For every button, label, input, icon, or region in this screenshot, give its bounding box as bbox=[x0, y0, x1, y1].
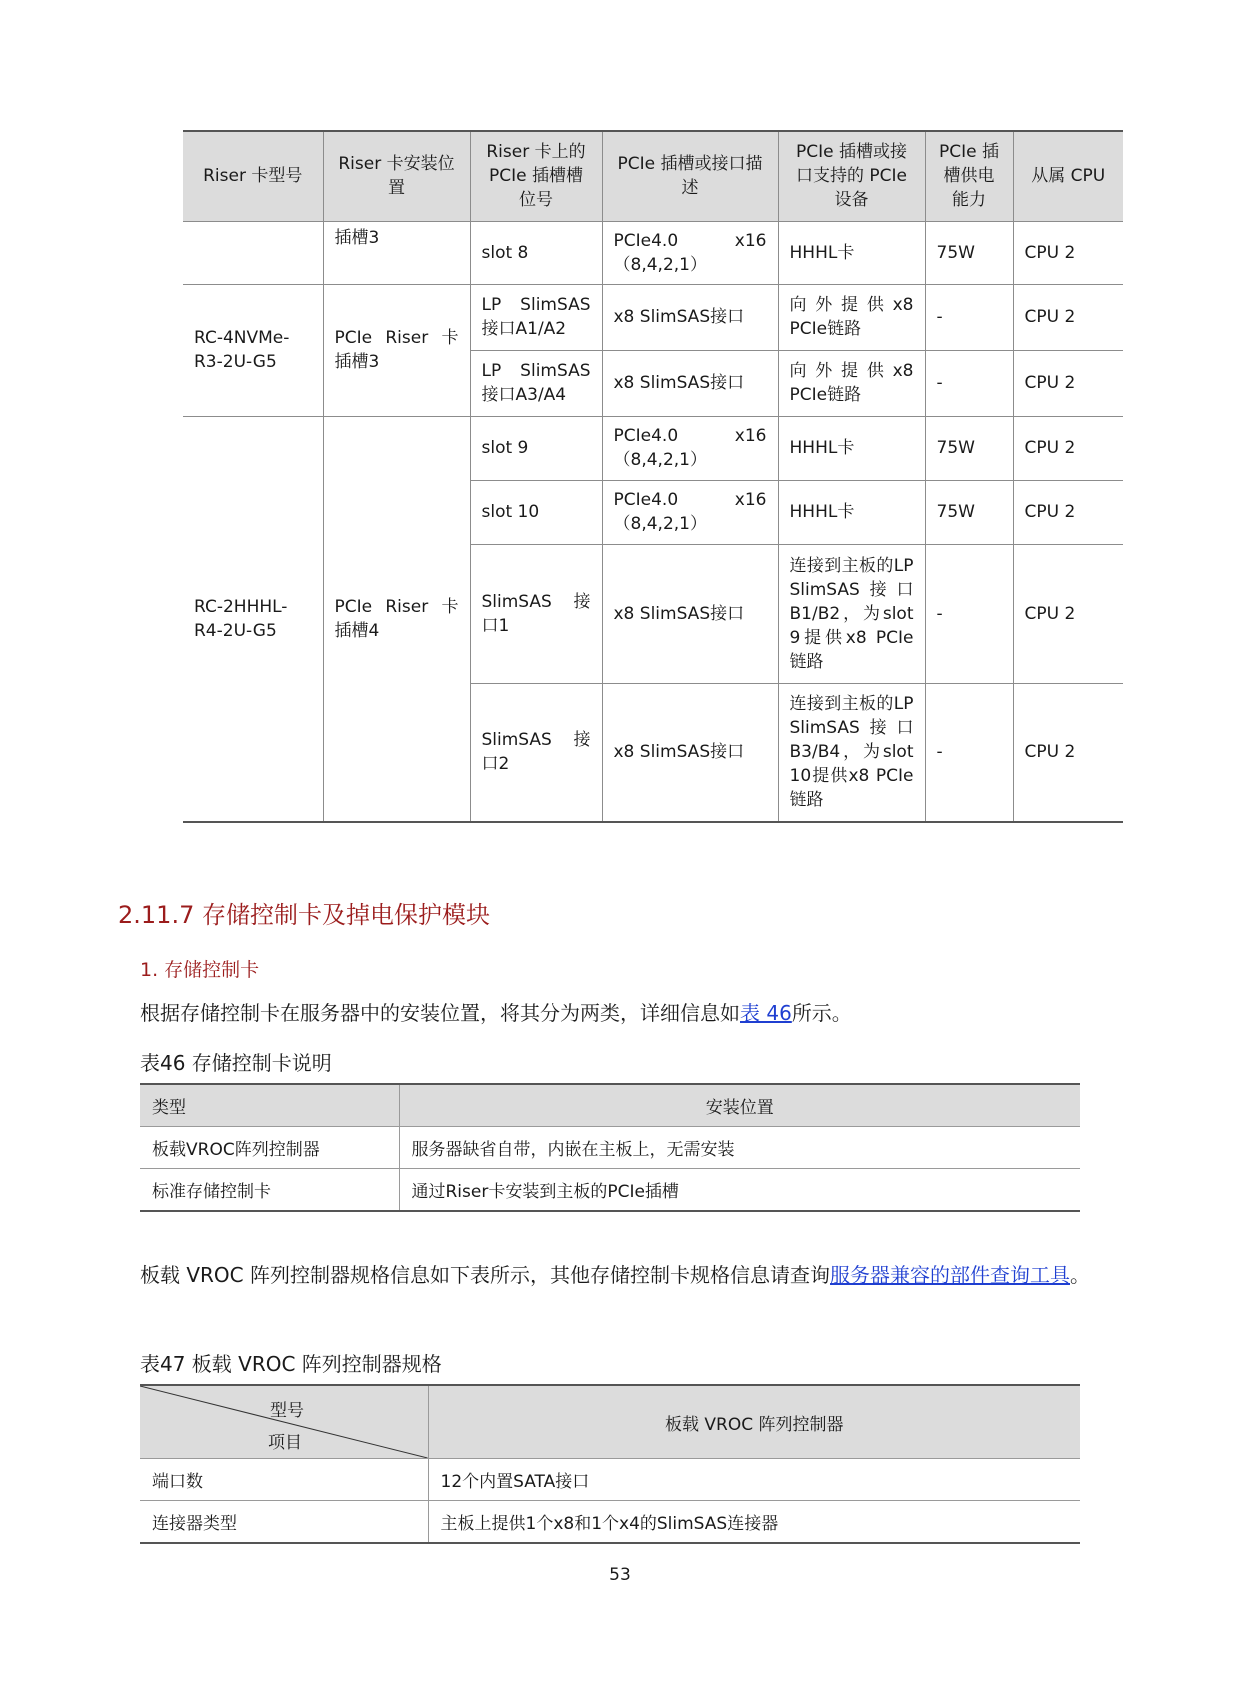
header-cell: Riser 卡上的 PCIe 插槽槽位号 bbox=[470, 131, 602, 221]
riser-install-cell: PCIe Riser 卡插槽4 bbox=[323, 416, 470, 822]
table-cell: CPU 2 bbox=[1013, 221, 1123, 284]
table-cell: x8 SlimSAS接口 bbox=[602, 350, 778, 416]
table-cell: 连接到主板的LP SlimSAS接口B1/B2，为slot 9提供x8 PCIe链路 bbox=[778, 544, 925, 683]
diagonal-bottom-label: 项目 bbox=[268, 1433, 302, 1453]
header-cell: Riser 卡安装位置 bbox=[323, 131, 470, 221]
pcie-gen: PCIe4.0 bbox=[613, 230, 679, 251]
pcie-gen: PCIe4.0 bbox=[613, 426, 679, 446]
pcie-width: x16 bbox=[734, 490, 767, 510]
table-cell: - bbox=[925, 350, 1013, 416]
table-cell: LP SlimSAS 接口A1/A2 bbox=[470, 284, 602, 350]
table-cell bbox=[183, 221, 323, 284]
table-header-row bbox=[140, 1084, 1080, 1127]
table-cell: 通过Riser卡安装到主板的PCIe插槽 bbox=[399, 1169, 1080, 1212]
pcie-lanes: （8,4,2,1） bbox=[613, 254, 707, 275]
header-cell: 从属 CPU bbox=[1013, 131, 1123, 221]
table-row bbox=[183, 416, 1123, 480]
page-number: 53 bbox=[609, 1565, 631, 1585]
riser-model-cell: RC-4NVMe-R3-2U-G5 bbox=[183, 284, 323, 416]
table-cell: SlimSAS 接口2 bbox=[470, 683, 602, 822]
table-cell: 向外提供x8 PCIe链路 bbox=[778, 284, 925, 350]
section-heading: 2.11.7 存储控制卡及掉电保护模块 bbox=[118, 901, 490, 929]
header-cell: 板载 VROC 阵列控制器 bbox=[428, 1385, 1080, 1459]
table-row bbox=[140, 1459, 1080, 1501]
table-cell: HHHL卡 bbox=[778, 480, 925, 544]
table-cell: CPU 2 bbox=[1013, 683, 1123, 822]
table-cell: 75W bbox=[925, 416, 1013, 480]
table-row bbox=[183, 284, 1123, 350]
table-header-row bbox=[140, 1385, 1080, 1459]
header-cell: PCIe 插槽或接口描述 bbox=[602, 131, 778, 221]
riser-model-cell: RC-2HHHL-R4-2U-G5 bbox=[183, 416, 323, 822]
table-row bbox=[140, 1169, 1080, 1212]
paragraph-text: 所示。 bbox=[791, 1001, 852, 1025]
table-cell: 12个内置SATA接口 bbox=[428, 1459, 1080, 1501]
paragraph bbox=[140, 1256, 1090, 1294]
pcie-lanes: （8,4,2,1） bbox=[613, 514, 707, 534]
riser-card-table bbox=[183, 130, 1123, 823]
table-cell: 75W bbox=[925, 480, 1013, 544]
table-row bbox=[183, 221, 1123, 284]
table-cell: HHHL卡 bbox=[778, 416, 925, 480]
table-cell: 向外提供x8 PCIe链路 bbox=[778, 350, 925, 416]
table-cell: 75W bbox=[925, 221, 1013, 284]
paragraph-text: 板载 VROC 阵列控制器规格信息如下表所示，其他存储控制卡规格信息请查询 bbox=[140, 1263, 830, 1287]
table-cell: CPU 2 bbox=[1013, 480, 1123, 544]
table-cell: 连接器类型 bbox=[140, 1501, 428, 1544]
diagonal-header-cell bbox=[140, 1385, 428, 1459]
diagonal-top-label: 型号 bbox=[270, 1401, 304, 1421]
pcie-width: x16 bbox=[734, 426, 767, 446]
table-cell: slot 9 bbox=[470, 416, 602, 480]
table-row bbox=[140, 1127, 1080, 1169]
table-cell: 板载VROC阵列控制器 bbox=[140, 1127, 399, 1169]
pcie-gen: PCIe4.0 bbox=[613, 490, 679, 510]
table-cell: x8 SlimSAS接口 bbox=[602, 544, 778, 683]
table-cell: SlimSAS 接口1 bbox=[470, 544, 602, 683]
table-cell: - bbox=[925, 544, 1013, 683]
table-cell: LP SlimSAS 接口A3/A4 bbox=[470, 350, 602, 416]
table-cell: 服务器缺省自带，内嵌在主板上，无需安装 bbox=[399, 1127, 1080, 1169]
table-cell: CPU 2 bbox=[1013, 284, 1123, 350]
riser-install-cell: PCIe Riser 卡插槽3 bbox=[323, 284, 470, 416]
table-header-row bbox=[183, 131, 1123, 221]
table-cell: x8 SlimSAS接口 bbox=[602, 284, 778, 350]
table-cell: 插槽3 bbox=[323, 221, 470, 284]
table-cell bbox=[602, 480, 778, 544]
table-caption: 表46 存储控制卡说明 bbox=[140, 1051, 332, 1075]
table-cell: slot 8 bbox=[470, 221, 602, 284]
header-cell: PCIe 插槽供电能力 bbox=[925, 131, 1013, 221]
paragraph bbox=[140, 994, 852, 1032]
table-cell: CPU 2 bbox=[1013, 544, 1123, 683]
table-46-link[interactable]: 表 46 bbox=[740, 1001, 792, 1025]
table-cell: - bbox=[925, 284, 1013, 350]
storage-controller-table bbox=[140, 1083, 1080, 1212]
pcie-lanes: （8,4,2,1） bbox=[613, 450, 707, 470]
table-cell: HHHL卡 bbox=[778, 221, 925, 284]
table-cell: slot 10 bbox=[470, 480, 602, 544]
table-cell bbox=[602, 416, 778, 480]
table-cell: - bbox=[925, 683, 1013, 822]
table-row bbox=[140, 1501, 1080, 1544]
table-cell: 标准存储控制卡 bbox=[140, 1169, 399, 1212]
table-cell: 主板上提供1个x8和1个x4的SlimSAS连接器 bbox=[428, 1501, 1080, 1544]
header-cell: Riser 卡型号 bbox=[183, 131, 323, 221]
sub-heading: 1. 存储控制卡 bbox=[140, 959, 260, 981]
table-caption: 表47 板载 VROC 阵列控制器规格 bbox=[140, 1352, 442, 1376]
compatibility-tool-link[interactable]: 服务器兼容的部件查询工具 bbox=[830, 1263, 1070, 1287]
header-cell: 安装位置 bbox=[399, 1084, 1080, 1127]
table-cell bbox=[602, 221, 778, 284]
header-cell: 类型 bbox=[140, 1084, 399, 1127]
table-cell: x8 SlimSAS接口 bbox=[602, 683, 778, 822]
table-cell: 连接到主板的LP SlimSAS接口B3/B4，为slot 10提供x8 PCIe链路 bbox=[778, 683, 925, 822]
table-cell: CPU 2 bbox=[1013, 416, 1123, 480]
header-cell: PCIe 插槽或接口支持的 PCIe 设备 bbox=[778, 131, 925, 221]
paragraph-text: 。 bbox=[1070, 1263, 1090, 1287]
pcie-width: x16 bbox=[734, 230, 767, 251]
table-cell: 端口数 bbox=[140, 1459, 428, 1501]
vroc-spec-table bbox=[140, 1384, 1080, 1544]
paragraph-text: 根据存储控制卡在服务器中的安装位置，将其分为两类，详细信息如 bbox=[140, 1001, 740, 1025]
table-cell: CPU 2 bbox=[1013, 350, 1123, 416]
